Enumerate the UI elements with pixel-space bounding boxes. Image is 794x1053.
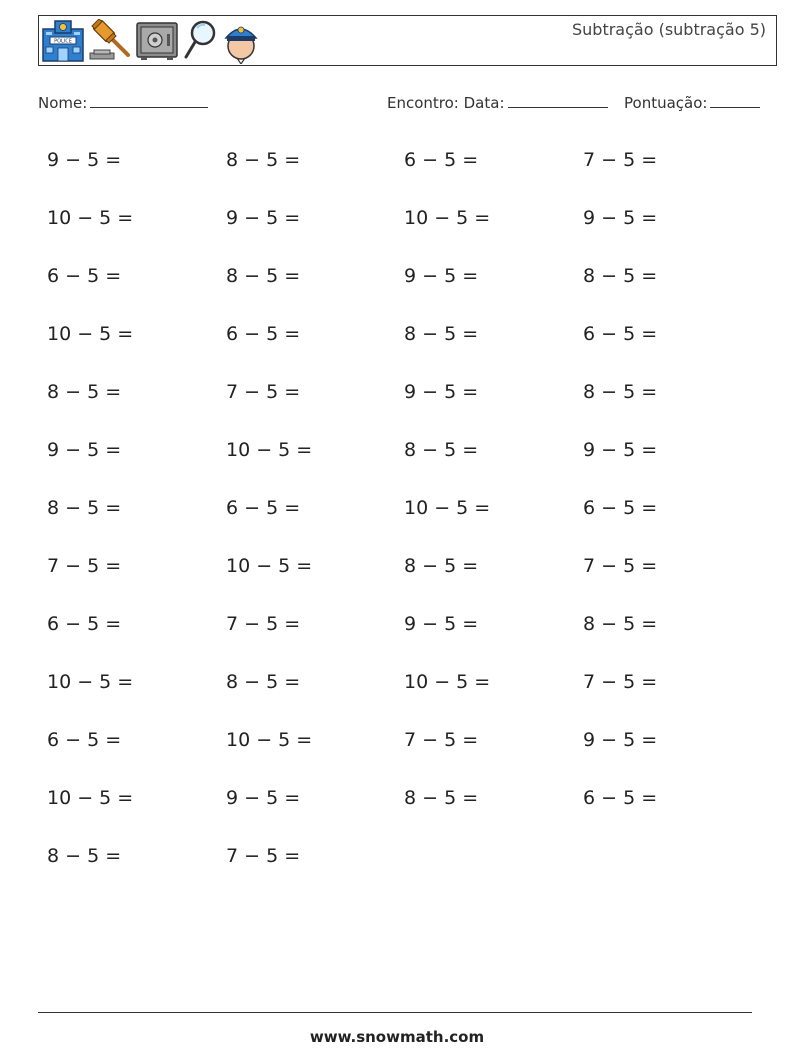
problem-item: 6 − 5 = [226,323,301,345]
name-label: Nome: [38,94,88,112]
score-label: Pontuação: [624,94,708,112]
problem-item: 6 − 5 = [47,729,122,751]
problem-item: 7 − 5 = [226,845,301,867]
problem-item: 6 − 5 = [47,613,122,635]
date-label: Encontro: Data: [387,94,505,112]
problem-item: 7 − 5 = [404,729,479,751]
score-field [624,93,760,112]
date-field [387,93,608,112]
problem-item: 9 − 5 = [404,265,479,287]
problem-item: 9 − 5 = [583,207,658,229]
problem-item: 8 − 5 = [226,671,301,693]
date-blank [508,93,608,108]
police-officer-icon [221,18,261,64]
problem-item: 10 − 5 = [404,207,491,229]
problem-item: 6 − 5 = [583,787,658,809]
problem-item: 10 − 5 = [226,439,313,461]
problem-item: 9 − 5 = [583,729,658,751]
problem-item: 9 − 5 = [404,613,479,635]
problem-item: 7 − 5 = [226,613,301,635]
problem-item: 10 − 5 = [404,497,491,519]
police-station-icon [41,19,85,63]
safe-icon [135,19,179,63]
problem-item: 8 − 5 = [583,265,658,287]
problem-item: 6 − 5 = [404,149,479,171]
problem-item: 10 − 5 = [47,671,134,693]
problem-item: 10 − 5 = [47,323,134,345]
score-blank [710,93,760,108]
gavel-icon [88,19,132,63]
magnifying-glass-icon [182,19,218,63]
problem-item: 9 − 5 = [226,207,301,229]
problem-item: 7 − 5 = [583,671,658,693]
problem-item: 8 − 5 = [583,613,658,635]
problem-item: 6 − 5 = [47,265,122,287]
problem-item: 8 − 5 = [47,845,122,867]
name-field [38,93,208,112]
page-title: Subtração (subtração 5) [571,20,766,39]
svg-text:POLICE: POLICE [54,38,72,45]
problem-item: 8 − 5 = [226,265,301,287]
problem-item: 10 − 5 = [47,787,134,809]
footer-url: www.snowmath.com [309,1028,485,1046]
problem-item: 10 − 5 = [226,555,313,577]
problem-item: 9 − 5 = [583,439,658,461]
problem-item: 6 − 5 = [583,497,658,519]
problem-item: 9 − 5 = [226,787,301,809]
problem-item: 10 − 5 = [226,729,313,751]
problem-item: 7 − 5 = [583,149,658,171]
problem-item: 9 − 5 = [47,149,122,171]
header-icons [41,18,261,64]
problem-item: 8 − 5 = [47,497,122,519]
problem-item: 6 − 5 = [226,497,301,519]
footer-divider [38,1012,752,1013]
problem-item: 9 − 5 = [47,439,122,461]
problem-item: 6 − 5 = [583,323,658,345]
problem-item: 7 − 5 = [47,555,122,577]
problem-item: 8 − 5 = [226,149,301,171]
problem-item: 8 − 5 = [583,381,658,403]
problem-item: 10 − 5 = [404,671,491,693]
problem-item: 8 − 5 = [404,787,479,809]
worksheet-header [38,15,777,66]
problem-item: 8 − 5 = [47,381,122,403]
problem-item: 7 − 5 = [583,555,658,577]
problem-item: 9 − 5 = [404,381,479,403]
problem-item: 8 − 5 = [404,323,479,345]
name-blank [90,93,208,108]
problem-item: 7 − 5 = [226,381,301,403]
problem-item: 10 − 5 = [47,207,134,229]
problem-item: 8 − 5 = [404,439,479,461]
problem-item: 8 − 5 = [404,555,479,577]
